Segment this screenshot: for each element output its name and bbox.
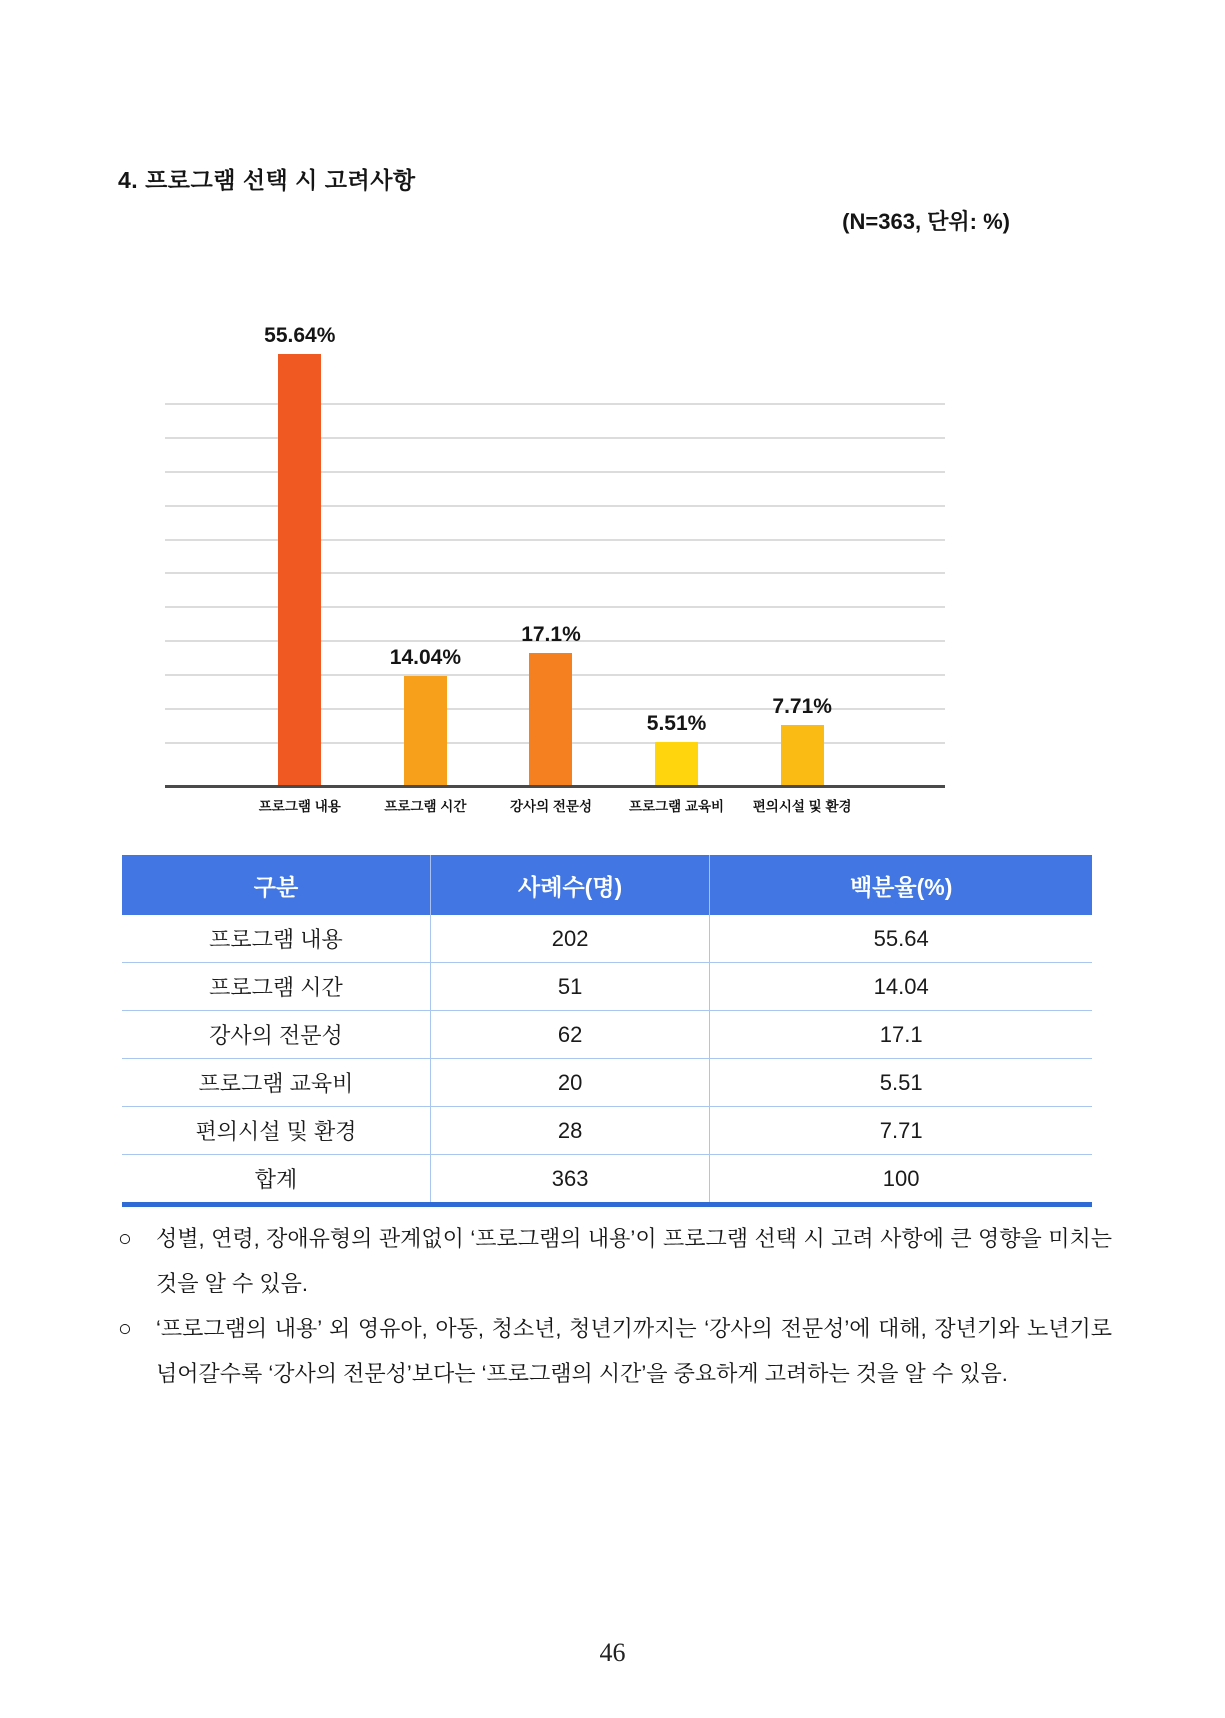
x-axis-label: 프로그램 내용 xyxy=(258,799,341,814)
cell-category: 합계 xyxy=(122,1155,430,1205)
bar-series xyxy=(237,324,865,785)
bar-value-label: 7.71% xyxy=(772,695,832,718)
bar-program-content xyxy=(278,354,321,785)
note-item xyxy=(118,1306,1112,1396)
table-row xyxy=(122,1107,1092,1155)
cell-count: 20 xyxy=(430,1059,709,1107)
cell-category: 강사의 전문성 xyxy=(122,1011,430,1059)
cell-count: 363 xyxy=(430,1155,709,1205)
bar-value-label: 55.64% xyxy=(264,324,336,347)
bar-program-fee xyxy=(655,742,698,785)
circle-bullet-icon: ○ xyxy=(118,1225,132,1251)
x-axis-label: 편의시설 및 환경 xyxy=(752,799,852,814)
bar-instructor-expertise xyxy=(529,653,572,785)
note-item xyxy=(118,1216,1112,1306)
cell-count: 28 xyxy=(430,1107,709,1155)
cell-percent: 17.1 xyxy=(710,1011,1092,1059)
table-row-total xyxy=(122,1155,1092,1205)
x-axis-label: 프로그램 교육비 xyxy=(629,799,725,814)
cell-percent: 7.71 xyxy=(710,1107,1092,1155)
cell-count: 202 xyxy=(430,915,709,963)
cell-percent: 5.51 xyxy=(710,1059,1092,1107)
bar-group-program-content xyxy=(237,324,363,785)
sample-size-note: (N=363, 단위: %) xyxy=(842,209,1010,234)
bar-value-label: 17.1% xyxy=(521,623,581,646)
cell-category: 프로그램 내용 xyxy=(209,927,343,952)
results-table xyxy=(122,855,1092,1207)
analysis-notes xyxy=(118,1216,1112,1396)
bar-group-program-fee xyxy=(614,712,740,785)
bar-facilities-environment xyxy=(781,725,824,785)
cell-category: 편의시설 및 환경 xyxy=(122,1107,430,1155)
cell-category: 프로그램 교육비 xyxy=(122,1059,430,1107)
page-number: 46 xyxy=(599,1638,626,1667)
cell-count: 62 xyxy=(430,1011,709,1059)
cell-percent: 100 xyxy=(710,1155,1092,1205)
bar-value-label: 14.04% xyxy=(389,646,461,669)
cell-percent: 14.04 xyxy=(710,963,1092,1011)
cell-percent: 55.64 xyxy=(710,915,1092,963)
header-percentage: 백분율(%) xyxy=(710,855,1092,915)
bar-group-facilities-environment xyxy=(739,695,865,785)
table-row xyxy=(122,915,1092,963)
bar-value-label: 5.51% xyxy=(646,712,707,735)
note-text: 성별, 연령, 장애유형의 관계없이 ‘프로그램의 내용’이 프로그램 선택 시 고려 사항에 큰 영향을 미치는 것을 알 수 있음. xyxy=(156,1226,1112,1296)
table-row xyxy=(122,1011,1092,1059)
cell-category: 프로그램 시간 xyxy=(122,963,430,1011)
bar-program-time xyxy=(404,676,447,785)
header-category: 구분 xyxy=(253,873,299,900)
cell-count: 51 xyxy=(430,963,709,1011)
x-axis-labels xyxy=(237,795,865,815)
bar-chart xyxy=(165,324,945,788)
header-case-count: 사례수(명) xyxy=(430,855,709,915)
circle-bullet-icon: ○ xyxy=(118,1315,132,1341)
table-row xyxy=(122,1059,1092,1107)
x-axis-label: 강사의 전문성 xyxy=(509,799,592,814)
table-row xyxy=(122,963,1092,1011)
note-text: ‘프로그램의 내용’ 외 영유아, 아동, 청소년, 청년기까지는 ‘강사의 전문성’에 대해, 장년기와 노년기로 넘어갈수록 ‘강사의 전문성’보다는 ‘프로그램의 시간’을 중요하게 고려하는 것을 알 수 있음. xyxy=(156,1316,1112,1386)
bar-group-instructor-expertise xyxy=(488,623,614,785)
x-axis-label: 프로그램 시간 xyxy=(384,799,467,814)
section-title: 4. 프로그램 선택 시 고려사항 xyxy=(118,167,416,193)
bar-group-program-time xyxy=(363,646,489,785)
table-header-row xyxy=(122,855,1092,915)
